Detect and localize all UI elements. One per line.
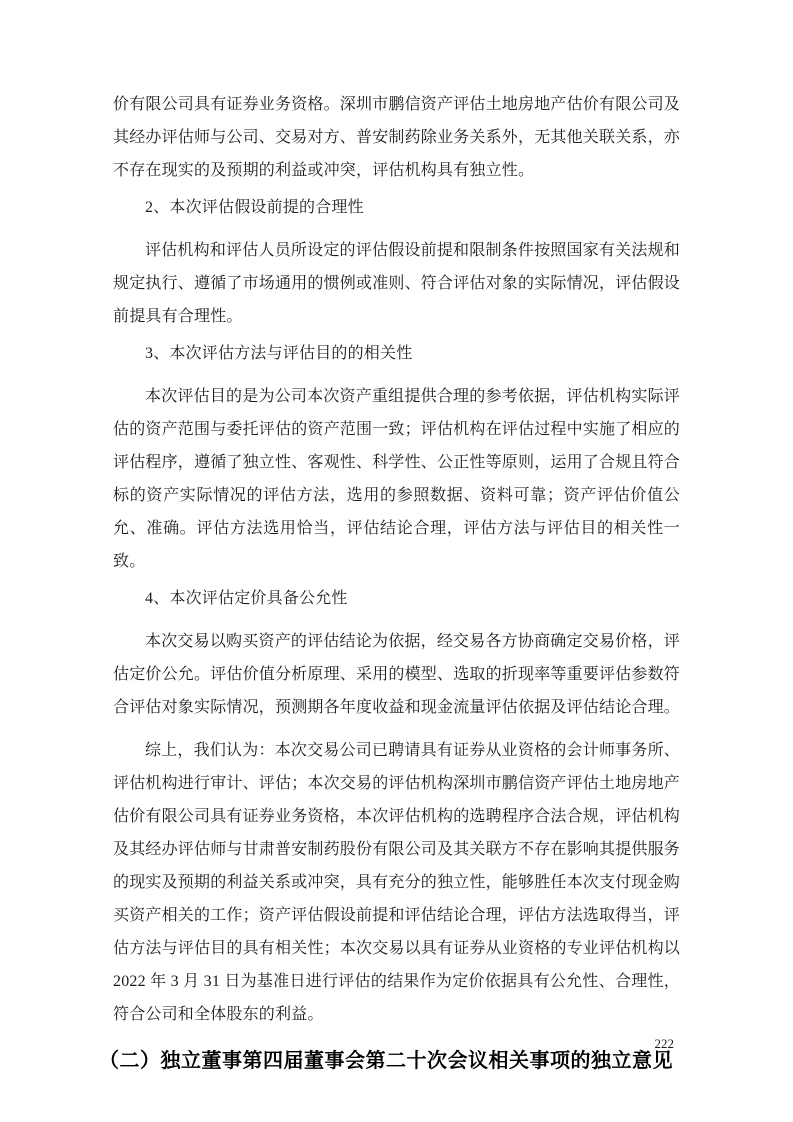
heading-item-3-method-relevance: 3、本次评估方法与评估目的的相关性	[145, 345, 413, 362]
para-conclusion: 综上，我们认为：本次交易公司已聘请具有证券从业资格的会计师事务所、评估机构进行审计、评估；本次交易的评估机构深圳市鹏信资产评估土地房地产估价有限公司具有证券业务资格，本次评估机构的选聘程序合法合规，评估机构及其经办评估师与甘肃普安制药股份有限公司及其关联方不存在影响其提供服务的现实及预期的利益关系或冲突，具有充分的独立性，能够胜任本次支付现金购买资产相关的工作；资产评估假设前提和评估结论合理，评估方法选取得当，评估方法与评估目的具有相关性；本次交易以具有证券从业资格的专业评估机构以 2022 年 3 月 31 日为基准日进行评估的结果作为定价依据具有公允性、合理性，符合公司和全体股东的利益。	[113, 742, 681, 1023]
heading-item-4-pricing-fairness: 4、本次评估定价具备公允性	[145, 590, 348, 607]
heading-section-2-independent-directors-opinion: （二）独立董事第四届董事会第二十次会议相关事项的独立意见	[99, 1050, 673, 1072]
heading-item-2-assumptions: 2、本次评估假设前提的合理性	[145, 199, 364, 216]
para-assumptions-reasonableness: 评估机构和评估人员所设定的评估假设前提和限制条件按照国家有关法规和规定执行、遵循了市场通用的惯例或准则、符合评估对象的实际情况，评估假设前提具有合理性。	[113, 242, 681, 325]
page-number: 222	[654, 1036, 674, 1051]
para-pricing-fairness: 本次交易以购买资产的评估结论为依据，经交易各方协商确定交易价格，评估定价公允。评估价值分析原理、采用的模型、选取的折现率等重要评估参数符合评估对象实际情况，预测期各年度收益和现金流量评估依据及评估结论合理。	[113, 633, 681, 716]
para-evaluator-independence: 价有限公司具有证券业务资格。深圳市鹏信资产评估土地房地产估价有限公司及其经办评估师与公司、交易对方、普安制药除业务关系外，无其他关联关系，亦不存在现实的及预期的利益或冲突，评估机构具有独立性。	[113, 96, 681, 179]
para-method-relevance: 本次评估目的是为公司本次资产重组提供合理的参考依据，评估机构实际评估的资产范围与委托评估的资产范围一致；评估机构在评估过程中实施了相应的评估程序，遵循了独立性、客观性、科学性、公正性等原则，运用了合规且符合标的资产实际情况的评估方法，选用的参照数据、资料可靠；资产评估价值公允、准确。评估方法选用恰当，评估结论合理，评估方法与评估目的相关性一致。	[113, 388, 681, 570]
page-content	[99, 88, 681, 1075]
